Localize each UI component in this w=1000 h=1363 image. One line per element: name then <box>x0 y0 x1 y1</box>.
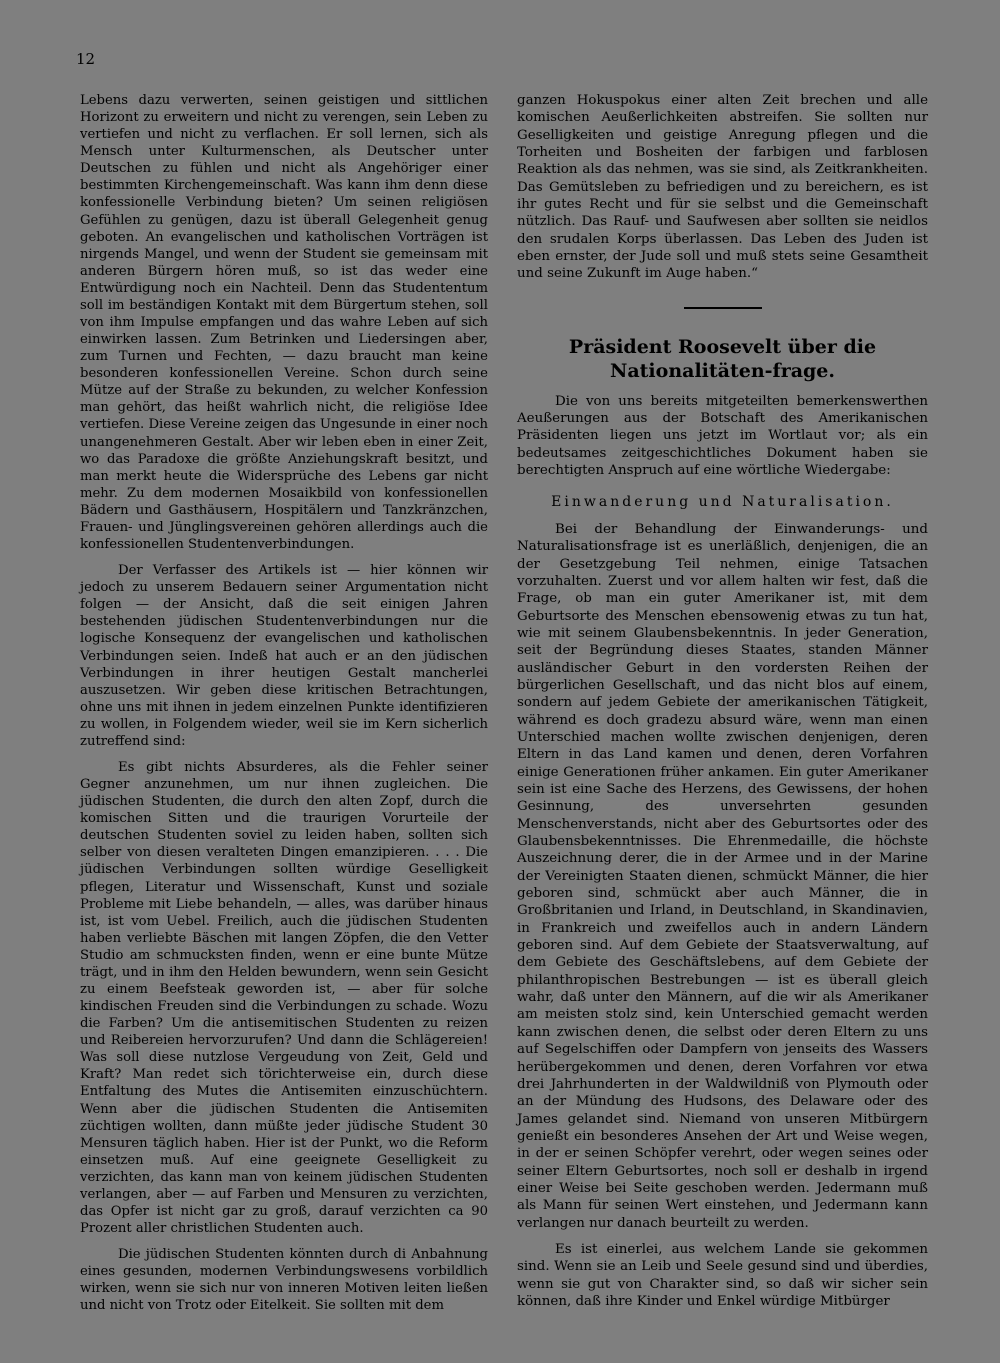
left-paragraph-4: Die jüdischen Studenten könnten durch di Anbahnung eines gesunden, modernen Verbindungswesens vorbildlich wirken, wenn sie sich nur von inneren Motiven leiten ließen und nicht von Trotz oder Eitelkeit. Sie sollten mit dem <box>80 1247 488 1314</box>
left-paragraph-2: Der Verfasser des Artikels ist — hier können wir jedoch zu unserem Bedauern seiner Argumentation nicht folgen — der Ansicht, daß die seit einigen Jahren bestehenden jüdischen Studentenverbindungen nur die logische Konsequenz der evangelischen und katholischen Verbindungen seien. Indeß hat auch er an den jüdischen Verbindungen in ihrer heutigen Gestalt mancherlei auszusetzen. Wir geben diese kritischen Betrachtungen, ohne uns mit ihnen in jedem einzelnen Punkte identifizieren zu wollen, in Folgendem wieder, weil sie im Kern sicherlich zutreffend sind: <box>80 563 488 749</box>
right-column <box>517 92 928 1310</box>
left-column <box>80 92 488 1314</box>
page-number: 12 <box>76 50 96 68</box>
article-title: Präsident Roosevelt über die Nationalitäten-frage. <box>568 335 877 382</box>
article-separator <box>684 307 762 309</box>
right-intro-paragraph: ganzen Hokuspokus einer alten Zeit brechen und alle komischen Aeußerlichkeiten abstreifen. Sie sollten nur Geselligkeiten und geistige Anregung pflegen und die Torheiten und Bosheiten der farbigen und farblosen Reaktion als das nehmen, was sie sind, als Zeitkrankheiten. Das Gemütsleben zu befriedigen und zu bereichern, es ist ihr gutes Recht und für sie selbst und die Gemeinschaft nützlich. Das Rauf- und Saufwesen aber sollten sie neidlos den srudalen Korps überlassen. Das Leben des Juden ist eben ernster, der Jude soll und muß stets seine Gesamtheit und seine Zukunft im Auge haben.“ <box>517 93 928 282</box>
left-paragraph-1: Lebens dazu verwerten, seinen geistigen und sittlichen Horizont zu erweitern und nicht zu verengen, sein Leben zu vertiefen und nicht zu verflachen. Er soll lernen, sich als Mensch unter Kulturmenschen, als Deutscher unter Deutschen zu fühlen und nicht als Angehöriger einer bestimmten Kirchengemeinschaft. Was kann ihm denn diese konfessionelle Verbindung bieten? Um seinen religiösen Gefühlen zu genügen, dazu ist überall Gelegenheit genug geboten. An evangelischen und katholischen Vorträgen ist nirgends Mangel, und wenn der Student sie gemeinsam mit anderen Bürgern hören muß, so ist das weder eine Entwürdigung noch ein Nachteil. Denn das Studententum soll im beständigen Kontakt mit dem Bürgertum stehen, soll von ihm Impulse empfangen und das wahre Leben auf sich einwirken lassen. Zum Betrinken und Liedersingen aber, zum Turnen und Fechten, — dazu braucht man keine besonderen konfessionellen Vereine. Schon durch seine Mütze auf der Straße zu bekunden, zu welcher Konfession man gehört, das heißt wahrlich nicht, die religiöse Idee vertiefen. Diese Vereine zeigen das Ungesunde in einer noch unangenehmeren Gestalt. Aber wir leben eben in einer Zeit, wo das Paradoxe die größte Anziehungskraft besitzt, und man merkt heute die Widersprüche des Lebens gar nicht mehr. Zu dem modernen Mosaikbild von konfessionellen Bädern und Gasthäusern, Hospitälern und Tanzkränzchen, Frauen- und Jünglingsvereinen gehören allerdings auch die konfessionellen Studentenverbindungen. <box>80 93 488 553</box>
right-paragraph-2: Es ist einerlei, aus welchem Lande sie gekommen sind. Wenn sie an Leib und Seele gesund sind und überdies, wenn sie gut von Charakter sind, so daß wir sicher sein können, daß ihre Kinder und Enkel würdige Mitbürger <box>517 1241 928 1309</box>
right-paragraph-1: Bei der Behandlung der Einwanderungs- und Naturalisationsfrage ist es unerläßlich, denjenigen, die an der Gesetzgebung Teil nehmen, einige Tatsachen vorzuhalten. Zuerst und vor allem halten wir fest, daß die Frage, ob man ein guter Amerikaner ist, mit dem Geburtsorte des Menschen ebensowenig etwas zu tun hat, wie mit seinem Glaubensbekenntnis. In jeder Generation, seit der Begründung dieses Staates, standen Männer ausländischer Geburt in den vordersten Reihen der bürgerlichen Gesellschaft, und das nicht blos auf einem, sondern auf jedem Gebiete der amerikanischen Tätigkeit, während es doch gradezu absurd wäre, wenn man einen Unterschied machen wollte zwischen denjenigen, deren Eltern in das Land kamen und denen, deren Vorfahren einige Generationen früher ankamen. Ein guter Amerikaner sein ist eine Sache des Herzens, des Gewissens, der hohen Gesinnung, des unversehrten gesunden Menschenverstands, nicht aber des Geburtsortes oder des Glaubensbekenntnisses. Die Ehrenmedaille, die höchste Auszeichnung derer, die in der Armee und in der Marine der Vereinigten Staaten dienen, schmückt Männer, die hier geboren sind, schmückt aber auch Männer, die in Großbritanien und Irland, in Deutschland, in Skandinavien, in Frankreich und zweifellos auch in andern Ländern geboren sind. Auf dem Gebiete der Staatsverwaltung, auf dem Gebiete des Geschäftslebens, auf dem Gebiete der philanthropischen Bestrebungen — ist es überall gleich wahr, daß unter den Männern, auf die wir als Amerikaner am meisten stolz sind, kein Unterschied gemacht werden kann zwischen denen, die selbst oder deren Eltern zu uns auf Segelschiffen oder Dampfern von jenseits des Wassers herübergekommen und denen, deren Vorfahren vor etwa drei Jahrhunderten in der Waldwildniß von Plymouth oder an der Mündung des Hudsons, des Delaware oder des James gelandet sind. Niemand von unseren Mitbürgern genießt ein besonderes Ansehen der Art und Weise wegen, in der er seinen Schöpfer verehrt, oder wegen seines oder seiner Eltern Geburtsortes, noch soll er deshalb in irgend einer Weise bei Seite geschoben werden. Jedermann muß als Mann für seinen Wert einstehen, und Jedermann kann verlangen nur danach beurteilt zu werden. <box>517 521 928 1231</box>
quoted-paragraph: Es gibt nichts Absurderes, als die Fehler seiner Gegner anzunehmen, um nur ihnen zugleichen. Die jüdischen Studenten, die durch den alten Zopf, durch die komischen Sitten und die traurigen Vorurteile der deutschen Studenten soviel zu leiden haben, sollten sich selber von diesen veralteten Dingen emanzipieren. . . . Die jüdischen Verbindungen sollten würdige Geselligkeit pflegen, Literatur und Wissenschaft, Kunst und soziale Probleme mit Liebe behandeln, — alles, was darüber hinaus ist, ist vom Uebel. Freilich, auch die jüdischen Studenten haben verliebte Bäschen mit langen Zöpfen, die den Vetter Studio am schmucksten finden, wenn er eine bunte Mütze trägt, und in ihm den Helden bewundern, wenn sein Gesicht zu einem Beefsteak geworden ist, — aber für solche kindischen Freuden sind die Verbindungen zu schade. Wozu die Farben? Um die antisemitischen Studenten zu reizen und Reibereien hervorzurufen? Und dann die Schlägereien! Was soll diese nutzlose Vergeudung von Zeit, Geld und Kraft? Man redet sich törichterweise ein, durch diese Entfaltung des Mutes die Antisemiten einzuschüchtern. Wenn aber die jüdischen Studenten die Antisemiten züchtigen wollten, dann müßte jeder jüdische Student 30 Mensuren täglich haben. Hier ist der Punkt, wo die Reform einsetzen muß. Auf eine geeignete Geselligkeit zu verzichten, das kann man von keinem jüdischen Studenten verlangen, aber — auf Farben und Mensuren zu verzichten, das Opfer ist nicht gar zu groß, darauf verzichten ca 90 Prozent aller christlichen Studenten auch. <box>80 759 488 1237</box>
section-heading: Einwanderung und Naturalisation. <box>551 493 894 510</box>
article-lead: Die von uns bereits mitgeteilten bemerkenswerthen Aeußerungen aus der Botschaft des Amerikanischen Präsidenten liegen uns jetzt im Wortlaut vor; als ein bedeutsames zeitgeschichtliches Dokument haben sie berechtigten Anspruch auf eine wörtliche Wiedergabe: <box>517 393 928 479</box>
